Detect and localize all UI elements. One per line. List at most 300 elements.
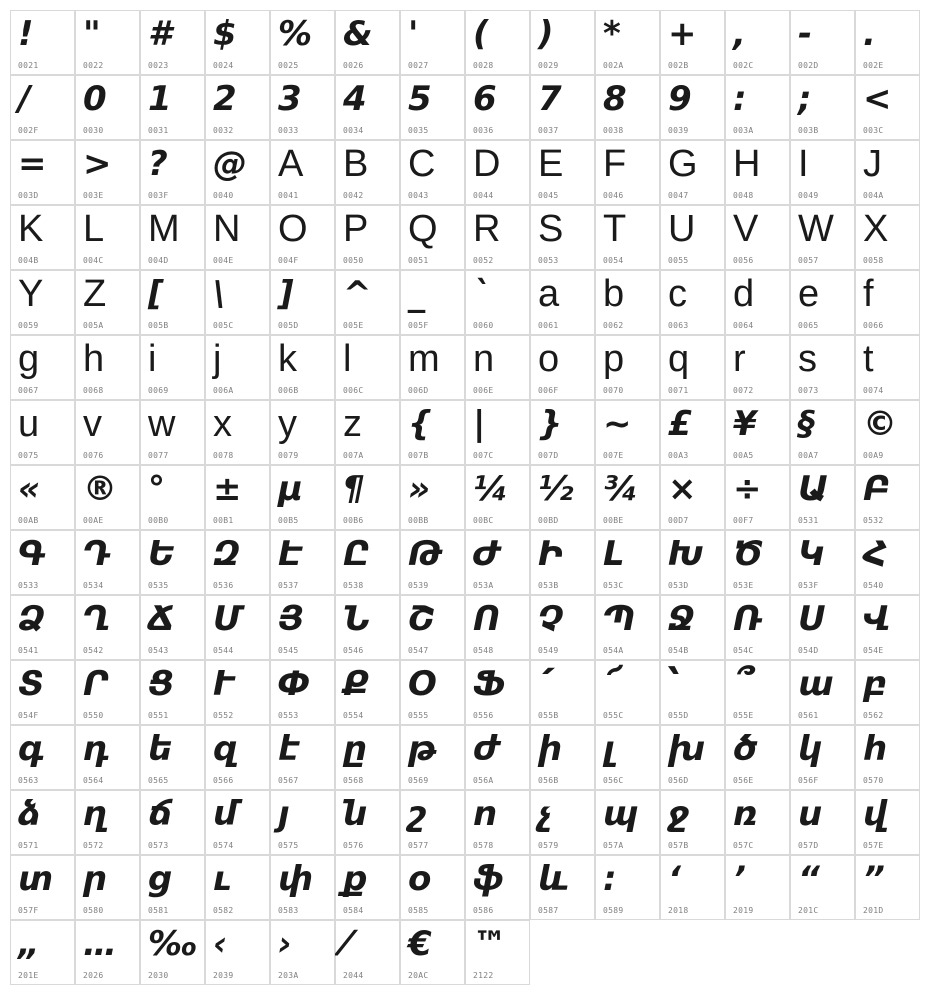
glyph-char: { — [408, 404, 433, 444]
glyph-cell — [270, 205, 335, 270]
glyph-char: Ե — [148, 534, 176, 574]
glyph-codepoint: 056D — [668, 776, 689, 785]
glyph-char: X — [863, 208, 889, 250]
glyph-char: Վ — [863, 599, 891, 639]
glyph-grid — [10, 10, 920, 985]
glyph-cell — [205, 855, 270, 920]
glyph-codepoint: 0555 — [408, 711, 429, 720]
glyph-cell — [595, 75, 660, 140]
glyph-cell — [465, 595, 530, 660]
glyph-cell — [855, 270, 920, 335]
glyph-codepoint: 053A — [473, 581, 494, 590]
glyph-codepoint: 0580 — [83, 906, 104, 915]
glyph-codepoint: 0074 — [863, 386, 884, 395]
glyph-codepoint: 0059 — [18, 321, 39, 330]
glyph-cell — [790, 400, 855, 465]
glyph-cell — [75, 75, 140, 140]
glyph-codepoint: 2044 — [343, 971, 364, 980]
glyph-char: y — [278, 403, 297, 445]
glyph-cell — [660, 725, 725, 790]
glyph-char: ն — [343, 794, 368, 834]
glyph-char: T — [603, 208, 627, 250]
glyph-cell — [790, 10, 855, 75]
glyph-cell — [270, 140, 335, 205]
glyph-cell — [205, 660, 270, 725]
glyph-cell — [75, 465, 140, 530]
glyph-cell — [400, 595, 465, 660]
glyph-char: Ց — [148, 664, 175, 704]
glyph-codepoint: 0026 — [343, 61, 364, 70]
glyph-cell — [725, 75, 790, 140]
glyph-char: « — [18, 469, 41, 509]
glyph-codepoint: 0041 — [278, 191, 299, 200]
glyph-cell — [10, 400, 75, 465]
glyph-char: Z — [83, 273, 107, 315]
glyph-codepoint: 0570 — [863, 776, 884, 785]
glyph-cell — [595, 10, 660, 75]
glyph-codepoint: 053C — [603, 581, 624, 590]
glyph-cell — [855, 140, 920, 205]
glyph-char: ջ — [668, 794, 690, 834]
glyph-cell — [530, 595, 595, 660]
glyph-codepoint: 00B1 — [213, 516, 234, 525]
glyph-codepoint: 0537 — [278, 581, 299, 590]
glyph-char: W — [798, 208, 834, 250]
glyph-codepoint: 0050 — [343, 256, 364, 265]
glyph-cell — [10, 725, 75, 790]
glyph-cell — [465, 465, 530, 530]
glyph-cell — [10, 530, 75, 595]
glyph-cell — [725, 595, 790, 660]
glyph-char: Ռ — [733, 599, 763, 639]
glyph-char: Տ — [18, 664, 45, 704]
glyph-cell — [660, 335, 725, 400]
glyph-codepoint: 201E — [18, 971, 39, 980]
glyph-char: կ — [798, 729, 823, 769]
glyph-char: " — [83, 14, 101, 54]
glyph-cell — [530, 205, 595, 270]
glyph-cell — [530, 75, 595, 140]
glyph-char: ռ — [733, 794, 759, 834]
glyph-char: t — [863, 338, 874, 380]
glyph-char: z — [343, 403, 362, 445]
glyph-codepoint: 003C — [863, 126, 884, 135]
glyph-codepoint: 0044 — [473, 191, 494, 200]
glyph-char: = — [18, 144, 47, 184]
glyph-cell — [335, 270, 400, 335]
glyph-char: q — [668, 338, 690, 380]
glyph-codepoint: 0068 — [83, 386, 104, 395]
glyph-cell — [725, 205, 790, 270]
glyph-char: տ — [18, 859, 54, 899]
glyph-cell — [855, 855, 920, 920]
glyph-codepoint: 00BB — [408, 516, 429, 525]
glyph-cell — [725, 335, 790, 400]
glyph-char: ™ — [473, 924, 507, 964]
glyph-char: × — [668, 469, 697, 509]
glyph-codepoint: 0048 — [733, 191, 754, 200]
glyph-cell — [140, 465, 205, 530]
glyph-cell — [725, 10, 790, 75]
glyph-codepoint: 0054 — [603, 256, 624, 265]
glyph-char: o — [538, 338, 560, 380]
glyph-char: n — [473, 338, 495, 380]
glyph-char: Շ — [408, 599, 435, 639]
glyph-cell — [205, 335, 270, 400]
glyph-char: 3 — [278, 79, 302, 119]
glyph-char: … — [83, 924, 117, 964]
glyph-char: I — [798, 143, 809, 185]
glyph-codepoint: 00AE — [83, 516, 104, 525]
glyph-cell — [465, 335, 530, 400]
glyph-codepoint: 053F — [798, 581, 819, 590]
glyph-codepoint: 0021 — [18, 61, 39, 70]
glyph-cell — [140, 10, 205, 75]
glyph-cell — [530, 855, 595, 920]
glyph-cell — [855, 725, 920, 790]
glyph-cell — [205, 530, 270, 595]
glyph-cell — [855, 400, 920, 465]
glyph-codepoint: 0548 — [473, 646, 494, 655]
glyph-char: j — [213, 338, 222, 380]
glyph-cell — [270, 920, 335, 985]
glyph-cell — [205, 270, 270, 335]
glyph-codepoint: 0058 — [863, 256, 884, 265]
glyph-codepoint: 20AC — [408, 971, 429, 980]
glyph-cell — [400, 75, 465, 140]
glyph-codepoint: 004F — [278, 256, 299, 265]
glyph-char: է — [278, 729, 300, 769]
glyph-cell — [790, 725, 855, 790]
glyph-codepoint: 00BC — [473, 516, 494, 525]
glyph-cell — [530, 140, 595, 205]
glyph-char: + — [668, 14, 697, 54]
glyph-char: և — [538, 859, 569, 899]
glyph-cell — [530, 465, 595, 530]
glyph-codepoint: 056E — [733, 776, 754, 785]
glyph-cell — [530, 270, 595, 335]
glyph-cell — [400, 10, 465, 75]
glyph-char: € — [408, 924, 432, 964]
glyph-char: ի — [538, 729, 563, 769]
glyph-cell — [270, 855, 335, 920]
glyph-char: $ — [213, 14, 237, 54]
glyph-cell — [205, 465, 270, 530]
glyph-cell — [595, 725, 660, 790]
glyph-char: \ — [213, 274, 226, 314]
glyph-char: ձ — [18, 794, 41, 834]
glyph-char: > — [83, 144, 112, 184]
glyph-char: p — [603, 338, 625, 380]
glyph-codepoint: 0029 — [538, 61, 559, 70]
glyph-codepoint: 0035 — [408, 126, 429, 135]
glyph-char: - — [798, 14, 813, 54]
glyph-codepoint: 0552 — [213, 711, 234, 720]
glyph-char: ” — [863, 859, 885, 899]
glyph-char: Ժ — [473, 534, 501, 574]
glyph-char: i — [148, 338, 157, 380]
glyph-cell — [10, 10, 75, 75]
glyph-codepoint: 005F — [408, 321, 429, 330]
glyph-cell — [335, 920, 400, 985]
glyph-codepoint: 0553 — [278, 711, 299, 720]
glyph-codepoint: 054B — [668, 646, 689, 655]
glyph-codepoint: 0567 — [278, 776, 299, 785]
glyph-codepoint: 2019 — [733, 906, 754, 915]
glyph-char: v — [83, 403, 102, 445]
glyph-codepoint: 0038 — [603, 126, 624, 135]
glyph-codepoint: 002A — [603, 61, 624, 70]
glyph-char: h — [83, 338, 105, 380]
glyph-cell — [660, 10, 725, 75]
glyph-char: Փ — [278, 664, 310, 704]
glyph-codepoint: 0576 — [343, 841, 364, 850]
glyph-codepoint: 057E — [863, 841, 884, 850]
glyph-char: @ — [213, 144, 247, 184]
glyph-cell — [465, 400, 530, 465]
glyph-cell — [205, 140, 270, 205]
glyph-cell — [335, 400, 400, 465]
glyph-codepoint: 0582 — [213, 906, 234, 915]
glyph-codepoint: 054F — [18, 711, 39, 720]
glyph-codepoint: 0541 — [18, 646, 39, 655]
glyph-char: Յ — [278, 599, 305, 639]
glyph-char: # — [148, 14, 172, 54]
glyph-codepoint: 053B — [538, 581, 559, 590]
glyph-char: Q — [408, 208, 438, 250]
glyph-char: ½ — [538, 469, 574, 509]
glyph-codepoint: 0076 — [83, 451, 104, 460]
glyph-cell — [660, 400, 725, 465]
glyph-cell — [335, 530, 400, 595]
glyph-cell — [140, 205, 205, 270]
glyph-codepoint: 0536 — [213, 581, 234, 590]
glyph-char: ՞ — [733, 664, 751, 704]
glyph-cell — [270, 595, 335, 660]
glyph-codepoint: 00BD — [538, 516, 559, 525]
glyph-char: c — [668, 273, 687, 315]
glyph-char: 4 — [343, 79, 367, 119]
glyph-codepoint: 0024 — [213, 61, 234, 70]
glyph-codepoint: 0037 — [538, 126, 559, 135]
glyph-cell — [140, 530, 205, 595]
glyph-codepoint: 00BE — [603, 516, 624, 525]
glyph-codepoint: 0585 — [408, 906, 429, 915]
glyph-cell — [725, 270, 790, 335]
glyph-char: M — [148, 208, 180, 250]
glyph-codepoint: 004E — [213, 256, 234, 265]
glyph-char: Խ — [668, 534, 705, 574]
glyph-cell — [660, 660, 725, 725]
glyph-codepoint: 0581 — [148, 906, 169, 915]
glyph-cell — [10, 855, 75, 920]
glyph-codepoint: 0027 — [408, 61, 429, 70]
glyph-cell — [465, 270, 530, 335]
glyph-codepoint: 005D — [278, 321, 299, 330]
glyph-codepoint: 053E — [733, 581, 754, 590]
glyph-codepoint: 005B — [148, 321, 169, 330]
glyph-codepoint: 002E — [863, 61, 884, 70]
glyph-codepoint: 0066 — [863, 321, 884, 330]
glyph-codepoint: 201D — [863, 906, 884, 915]
glyph-char: ս — [798, 794, 823, 834]
glyph-char: ( — [473, 14, 489, 54]
glyph-cell — [270, 465, 335, 530]
glyph-codepoint: 0578 — [473, 841, 494, 850]
glyph-codepoint: 057A — [603, 841, 624, 850]
glyph-char: շ — [408, 794, 427, 834]
glyph-cell — [530, 335, 595, 400]
glyph-char: լ — [603, 729, 615, 769]
glyph-char: ± — [213, 469, 242, 509]
glyph-codepoint: 0533 — [18, 581, 39, 590]
glyph-char: 8 — [603, 79, 627, 119]
glyph-cell — [725, 465, 790, 530]
glyph-char: “ — [798, 859, 820, 899]
glyph-cell — [595, 140, 660, 205]
glyph-cell — [400, 465, 465, 530]
glyph-codepoint: 0566 — [213, 776, 234, 785]
glyph-char: 6 — [473, 79, 497, 119]
glyph-char: ղ — [83, 794, 108, 834]
glyph-char: Ր — [83, 664, 109, 704]
glyph-char: u — [18, 403, 40, 445]
glyph-char: § — [798, 404, 815, 444]
glyph-codepoint: 0539 — [408, 581, 429, 590]
glyph-codepoint: 201C — [798, 906, 819, 915]
glyph-cell — [790, 595, 855, 660]
glyph-char: › — [278, 924, 293, 964]
glyph-cell — [400, 335, 465, 400]
glyph-char: Գ — [18, 534, 46, 574]
glyph-codepoint: 0022 — [83, 61, 104, 70]
glyph-codepoint: 002C — [733, 61, 754, 70]
glyph-char: S — [538, 208, 564, 250]
glyph-char: 1 — [148, 79, 172, 119]
glyph-char: Ա — [798, 469, 829, 509]
glyph-codepoint: 0556 — [473, 711, 494, 720]
glyph-codepoint: 0561 — [798, 711, 819, 720]
glyph-codepoint: 056F — [798, 776, 819, 785]
glyph-cell — [75, 140, 140, 205]
glyph-codepoint: 00A5 — [733, 451, 754, 460]
glyph-cell — [465, 725, 530, 790]
glyph-codepoint: 007B — [408, 451, 429, 460]
glyph-codepoint: 054D — [798, 646, 819, 655]
glyph-cell — [855, 10, 920, 75]
glyph-char: Թ — [408, 534, 443, 574]
glyph-codepoint: 0535 — [148, 581, 169, 590]
glyph-codepoint: 00A9 — [863, 451, 884, 460]
glyph-char: Ւ — [213, 664, 235, 704]
glyph-char: ÷ — [733, 469, 762, 509]
glyph-char: a — [538, 273, 560, 315]
glyph-char: d — [733, 273, 755, 315]
glyph-cell — [75, 270, 140, 335]
glyph-char: յ — [278, 794, 290, 834]
glyph-char: 0 — [83, 79, 107, 119]
glyph-codepoint: 0551 — [148, 711, 169, 720]
glyph-codepoint: 0046 — [603, 191, 624, 200]
glyph-codepoint: 007C — [473, 451, 494, 460]
glyph-codepoint: 004C — [83, 256, 104, 265]
glyph-char: 9 — [668, 79, 692, 119]
glyph-char: ; — [798, 79, 812, 119]
glyph-char: փ — [278, 859, 314, 899]
glyph-cell — [530, 725, 595, 790]
glyph-cell — [595, 595, 660, 660]
glyph-char: ^ — [343, 274, 372, 314]
glyph-codepoint: 2018 — [668, 906, 689, 915]
glyph-char: ‹ — [213, 924, 228, 964]
glyph-codepoint: 0034 — [343, 126, 364, 135]
glyph-codepoint: 0574 — [213, 841, 234, 850]
glyph-cell — [270, 400, 335, 465]
glyph-char: A — [278, 143, 304, 185]
glyph-cell — [465, 10, 530, 75]
glyph-char: Լ — [603, 534, 625, 574]
glyph-cell — [465, 855, 530, 920]
glyph-codepoint: 0067 — [18, 386, 39, 395]
glyph-cell — [75, 920, 140, 985]
glyph-codepoint: 057D — [798, 841, 819, 850]
glyph-cell — [660, 595, 725, 660]
glyph-codepoint: 0025 — [278, 61, 299, 70]
glyph-codepoint: 0545 — [278, 646, 299, 655]
glyph-char: l — [343, 338, 352, 380]
glyph-codepoint: 006F — [538, 386, 559, 395]
glyph-char: Հ — [863, 534, 888, 574]
glyph-char: E — [538, 143, 564, 185]
glyph-codepoint: 057B — [668, 841, 689, 850]
glyph-codepoint: 0023 — [148, 61, 169, 70]
glyph-cell — [660, 140, 725, 205]
glyph-cell — [270, 530, 335, 595]
glyph-cell — [335, 595, 400, 660]
glyph-char: ¾ — [603, 469, 639, 509]
glyph-codepoint: 2030 — [148, 971, 169, 980]
glyph-codepoint: 005C — [213, 321, 234, 330]
glyph-codepoint: 056A — [473, 776, 494, 785]
glyph-char: օ — [408, 859, 432, 899]
glyph-char: f — [863, 273, 874, 315]
glyph-char: G — [668, 143, 698, 185]
glyph-cell — [10, 270, 75, 335]
glyph-cell — [270, 725, 335, 790]
glyph-cell — [400, 400, 465, 465]
glyph-codepoint: 0051 — [408, 256, 429, 265]
glyph-cell — [400, 790, 465, 855]
glyph-char: Մ — [213, 599, 243, 639]
glyph-codepoint: 0543 — [148, 646, 169, 655]
glyph-codepoint: 0587 — [538, 906, 559, 915]
glyph-codepoint: 0047 — [668, 191, 689, 200]
glyph-codepoint: 0062 — [603, 321, 624, 330]
glyph-char: . — [863, 14, 876, 54]
glyph-cell — [75, 530, 140, 595]
glyph-cell — [335, 660, 400, 725]
glyph-codepoint: 0569 — [408, 776, 429, 785]
glyph-cell — [790, 530, 855, 595]
glyph-cell — [75, 790, 140, 855]
glyph-codepoint: 0544 — [213, 646, 234, 655]
glyph-char: % — [278, 14, 313, 54]
glyph-char: Ջ — [668, 599, 695, 639]
glyph-char: ե — [148, 729, 173, 769]
glyph-codepoint: 0542 — [83, 646, 104, 655]
glyph-codepoint: 0575 — [278, 841, 299, 850]
glyph-cell — [140, 75, 205, 140]
